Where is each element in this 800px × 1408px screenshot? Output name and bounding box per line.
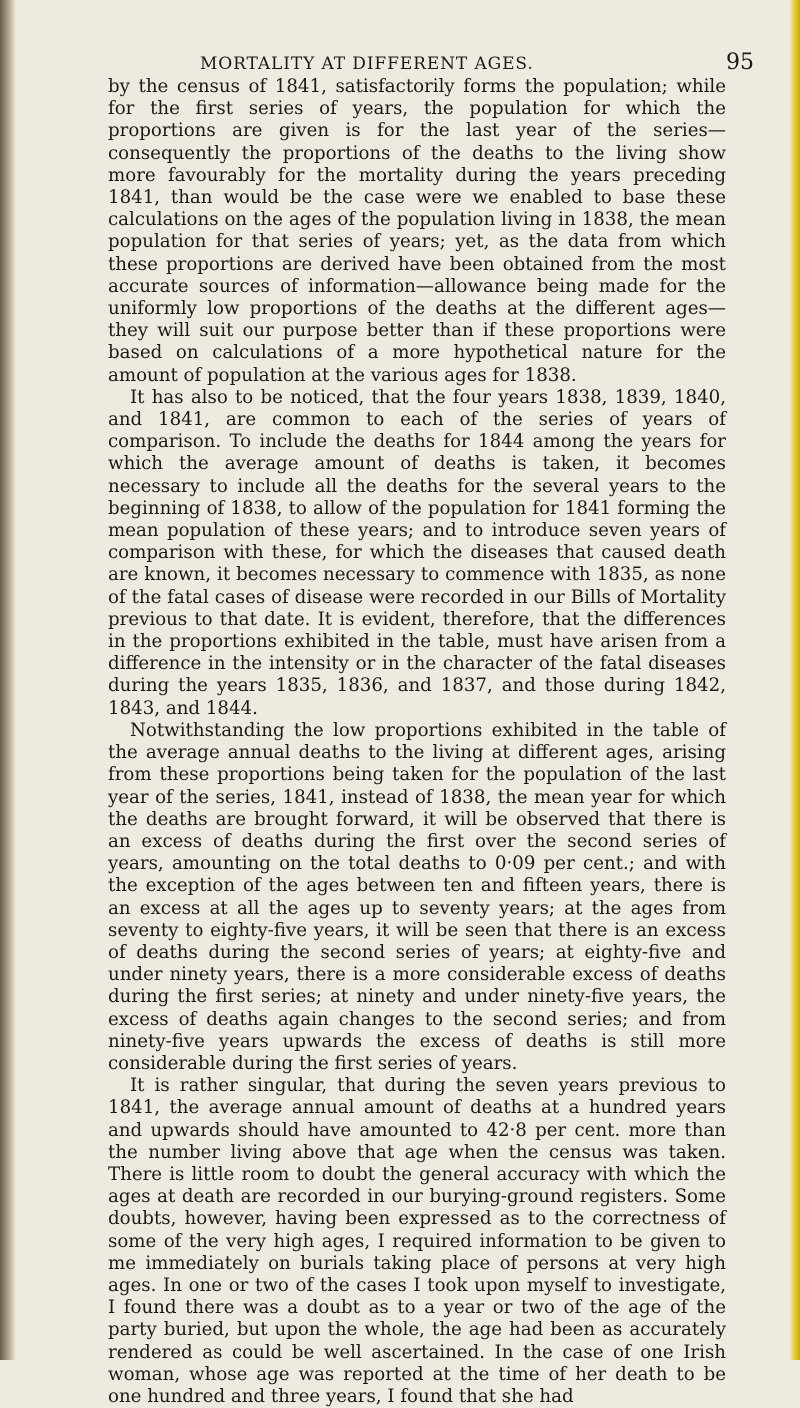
book-page: [108, 42, 754, 1408]
page-binding-shadow: [0, 0, 16, 1360]
paragraph-4: It is rather singular, that during the seven years previous to 1841, the average annual amount of deaths at a hundred years and upwards should have amounted to 42·8 per cent. more than the number living above that age when the census was taken. There is little room to doubt the general accuracy with which the ages at death are recorded in our burying-ground registers. Some doubts, however, having been expressed as to the correctness of some of the very high ages, I required information to be given to me immediately on burials taking place of persons at very high ages. In one or two of the cases I took upon myself to investigate, I found there was a doubt as to a year or two of the age of the party buried, but upon the whole, the age had been as accurately rendered as could be well ascertained. In the case of one Irish woman, whose age was reported at the time of her death to be one hundred and three years, I found that she had: [108, 1075, 726, 1407]
paragraph-1: by the census of 1841, satisfactorily forms the population; while for the first series of years, the population for which the proportions are given is for the last year of the series—consequently the proportions of the deaths to the living show more favourably for the mortality during the years preceding 1841, than would be the case were we enabled to base these calculations on the ages of the population living in 1838, the mean population for that series of years; yet, as the data from which these proportions are derived have been obtained from the most accurate sources of information—allowance being made for the uniformly low proportions of the deaths at the different ages—they will suit our purpose better than if these proportions were based on calculations of a more hypothetical nature for the amount of population at the various ages for 1838.: [108, 76, 726, 386]
body-text: [108, 76, 726, 1408]
paragraph-3: Notwithstanding the low proportions exhibited in the table of the average annual deaths to the living at different ages, arising from these proportions being taken for the population of the last year of the series, 1841, instead of 1838, the mean year for which the deaths are brought forward, it will be observed that there is an excess of deaths during the first over the second series of years, amounting on the total deaths to 0·09 per cent.; and with the exception of the ages between ten and fifteen years, there is an excess at all the ages up to seventy years; at the ages from seventy to eighty-five years, it will be seen that there is an excess of deaths during the second series of years; at eighty-five and under ninety years, there is a more considerable excess of deaths during the first series; at ninety and under ninety-five years, the excess of deaths again changes to the second series; and from ninety-five years upwards the excess of deaths is still more considerable during the first series of years.: [108, 719, 726, 1074]
page-number: 95: [726, 50, 754, 75]
running-title: MORTALITY AT DIFFERENT AGES.: [200, 54, 534, 74]
running-head: [108, 42, 754, 76]
paragraph-2: It has also to be noticed, that the four years 1838, 1839, 1840, and 1841, are common to each of the series of years of comparison. To include the deaths for 1844 among the years for which the average amount of deaths is taken, it becomes necessary to include all the deaths for the several years to the beginning of 1838, to allow of the population for 1841 forming the mean population of these years; and to introduce seven years of comparison with these, for which the diseases that caused death are known, it becomes necessary to commence with 1835, as none of the fatal cases of disease were recorded in our Bills of Mortality previous to that date. It is evident, therefore, that the differences in the proportions exhibited in the table, must have arisen from a difference in the intensity or in the character of the fatal diseases during the years 1835, 1836, and 1837, and those during 1842, 1843, and 1844.: [108, 386, 726, 719]
page-edge-stain: [786, 0, 800, 1360]
